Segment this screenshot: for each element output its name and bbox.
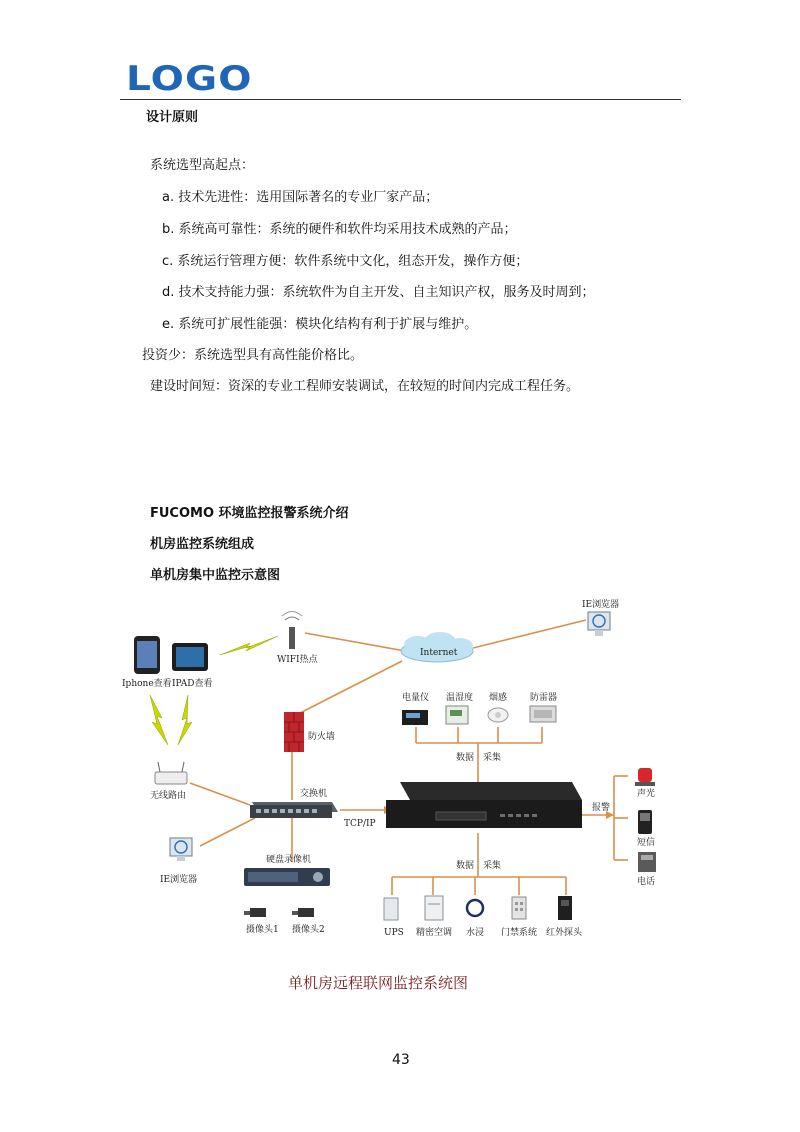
tcpip-label: TCP/IP	[344, 819, 376, 829]
firewall-label: 防火墙	[308, 732, 336, 742]
data-label: 数据	[456, 753, 475, 763]
sensor-label: 温湿度	[446, 693, 474, 703]
list-item: a. 技术先进性：选用国际著名的专业厂家产品；	[162, 190, 439, 205]
list-item: d. 技术支持能力强：系统软件为自主开发、自主知识产权，服务及时周到；	[162, 285, 595, 300]
switch-icon	[250, 802, 338, 818]
section-title: 设计原则	[146, 110, 199, 125]
sensor-label: 电量仪	[402, 693, 430, 703]
build-text: 建设时间短：资深的专业工程师安装调试，在较短的时间内完成工程任务。	[150, 379, 580, 394]
cloud-icon	[401, 632, 473, 662]
camera-2-label: 摄像头2	[292, 925, 325, 935]
ipad-label: IPAD查看	[172, 679, 213, 689]
page-number: 43	[392, 1052, 410, 1068]
phone-icon	[638, 810, 652, 834]
lightning-icon	[178, 695, 192, 745]
sensor-label: 防雷器	[530, 693, 558, 703]
power-meter-icon	[402, 710, 428, 725]
collect-label: 采集	[483, 753, 502, 763]
water-leak-icon	[467, 900, 483, 916]
dvr-icon	[244, 868, 330, 886]
sensor-label: 水浸	[466, 928, 485, 938]
list-item: b. 系统高可靠性：系统的硬件和软件均采用技术成熟的产品；	[162, 222, 517, 237]
ups-icon	[384, 898, 398, 920]
surge-protector-icon	[530, 706, 556, 722]
connection-lines	[190, 620, 628, 895]
thermo-hygrometer-icon	[446, 706, 468, 724]
logo: LOGO	[126, 59, 253, 99]
ie-browser-icon	[170, 838, 192, 861]
sensor-label: 精密空调	[416, 928, 453, 938]
sensor-label: UPS	[384, 928, 404, 938]
figure-caption: 单机房远程联网监控系统图	[288, 974, 469, 992]
lightning-icon	[220, 636, 278, 655]
camera-icon	[292, 908, 314, 917]
lightning-icon	[150, 695, 168, 745]
iphone-icon	[134, 636, 160, 674]
sensor-label: 烟感	[489, 693, 508, 703]
telephone-icon	[638, 852, 656, 872]
switch-label: 交换机	[300, 789, 328, 799]
access-control-icon	[512, 897, 526, 919]
output-label: 短信	[637, 838, 656, 848]
data-label: 数据	[456, 861, 475, 871]
ipad-icon	[172, 643, 208, 671]
firewall-icon	[284, 712, 304, 752]
air-conditioner-icon	[425, 896, 443, 920]
wifi-label: WIFI热点	[277, 655, 318, 665]
infrared-detector-icon	[558, 896, 572, 920]
collect-label: 采集	[483, 861, 502, 871]
sensor-label: 门禁系统	[501, 928, 538, 938]
output-label: 电话	[637, 877, 656, 887]
network-diagram	[0, 590, 800, 960]
heading-composition: 机房监控系统组成	[150, 537, 255, 552]
list-item: e. 系统可扩展性能强：模块化结构有利于扩展与维护。	[162, 317, 478, 332]
heading-diagram: 单机房集中监控示意图	[150, 568, 281, 583]
camera-1-label: 摄像头1	[246, 925, 279, 935]
heading-intro: FUCOMO 环境监控报警系统介绍	[150, 506, 349, 521]
router-icon	[155, 762, 187, 784]
sensor-label: 红外探头	[546, 928, 583, 938]
internet-label: Internet	[420, 648, 458, 658]
header-divider	[120, 99, 681, 100]
output-label: 声光	[637, 789, 656, 799]
invest-text: 投资少：系统选型具有高性能价格比。	[142, 348, 364, 363]
router-label: 无线路由	[150, 791, 187, 801]
smoke-detector-icon	[488, 708, 508, 722]
monitoring-host-icon	[386, 782, 582, 828]
iphone-label: Iphone查看	[122, 679, 172, 689]
ie-browser-icon	[588, 612, 610, 636]
camera-icon	[244, 908, 266, 917]
dvr-label: 硬盘录像机	[266, 855, 312, 865]
siren-icon	[635, 768, 655, 786]
alarm-label: 报警	[592, 803, 611, 813]
wifi-antenna-icon	[282, 612, 302, 650]
list-item: c. 系统运行管理方便：软件系统中文化，组态开发，操作方便；	[162, 254, 529, 269]
lead-text: 系统选型高起点：	[150, 158, 255, 173]
ie-top-label: IE浏览器	[582, 600, 620, 610]
wireless-links	[150, 636, 278, 745]
ie-bottom-label: IE浏览器	[160, 875, 198, 885]
